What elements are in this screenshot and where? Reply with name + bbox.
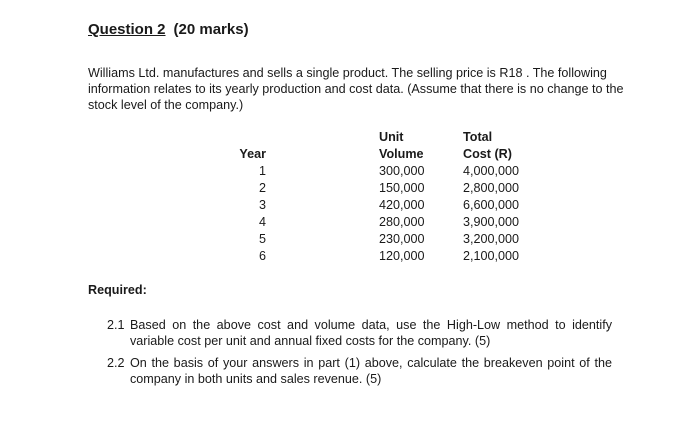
cost-cell: 3,200,000 <box>463 232 520 246</box>
volume-cell: 420,000 <box>379 198 425 212</box>
volume-header-line1: Unit <box>379 130 404 144</box>
volume-cell: 230,000 <box>379 232 425 246</box>
volume-cell: 120,000 <box>379 249 425 263</box>
required-heading: Required: <box>88 283 147 297</box>
cost-cell: 2,100,000 <box>463 249 520 263</box>
required-item-text: On the basis of your answers in part (1) above, calculate the breakeven point of the company in both units and sales revenue. (5) <box>130 356 612 386</box>
year-column <box>218 146 266 265</box>
year-cell: 2 <box>258 181 266 195</box>
year-cell: 4 <box>258 215 266 229</box>
cost-cell: 3,900,000 <box>463 215 520 229</box>
required-item-number: 2.2 <box>107 356 125 370</box>
year-header: Year <box>239 147 266 161</box>
question-marks: (20 marks) <box>173 21 249 38</box>
required-item-number: 2.1 <box>107 318 125 332</box>
year-cell: 1 <box>258 164 266 178</box>
cost-header-line2: Cost (R) <box>463 147 512 161</box>
cost-column <box>463 129 533 265</box>
year-cell: 5 <box>258 232 266 246</box>
intro-paragraph: Williams Ltd. manufactures and sells a single product. The selling price is R18 . The following information relates to its yearly production and cost data. (Assume that there is no change to the stock level of the company.) <box>88 66 624 112</box>
required-list <box>107 317 612 393</box>
required-item <box>107 355 612 387</box>
question-heading <box>88 21 249 38</box>
year-cell: 6 <box>258 249 266 263</box>
cost-cell: 2,800,000 <box>463 181 520 195</box>
cost-cell: 6,600,000 <box>463 198 520 212</box>
required-item <box>107 317 612 349</box>
required-item-text: Based on the above cost and volume data, use the High-Low method to identify variable cost per unit and annual fixed costs for the company. (5) <box>130 318 612 348</box>
cost-cell: 4,000,000 <box>463 164 520 178</box>
volume-cell: 280,000 <box>379 215 425 229</box>
question-title: Question 2 <box>88 21 166 38</box>
cost-header-line1: Total <box>463 130 493 144</box>
volume-cell: 300,000 <box>379 164 425 178</box>
volume-column <box>379 129 439 265</box>
volume-cell: 150,000 <box>379 181 425 195</box>
year-cell: 3 <box>258 198 266 212</box>
volume-header-line2: Volume <box>379 147 424 161</box>
